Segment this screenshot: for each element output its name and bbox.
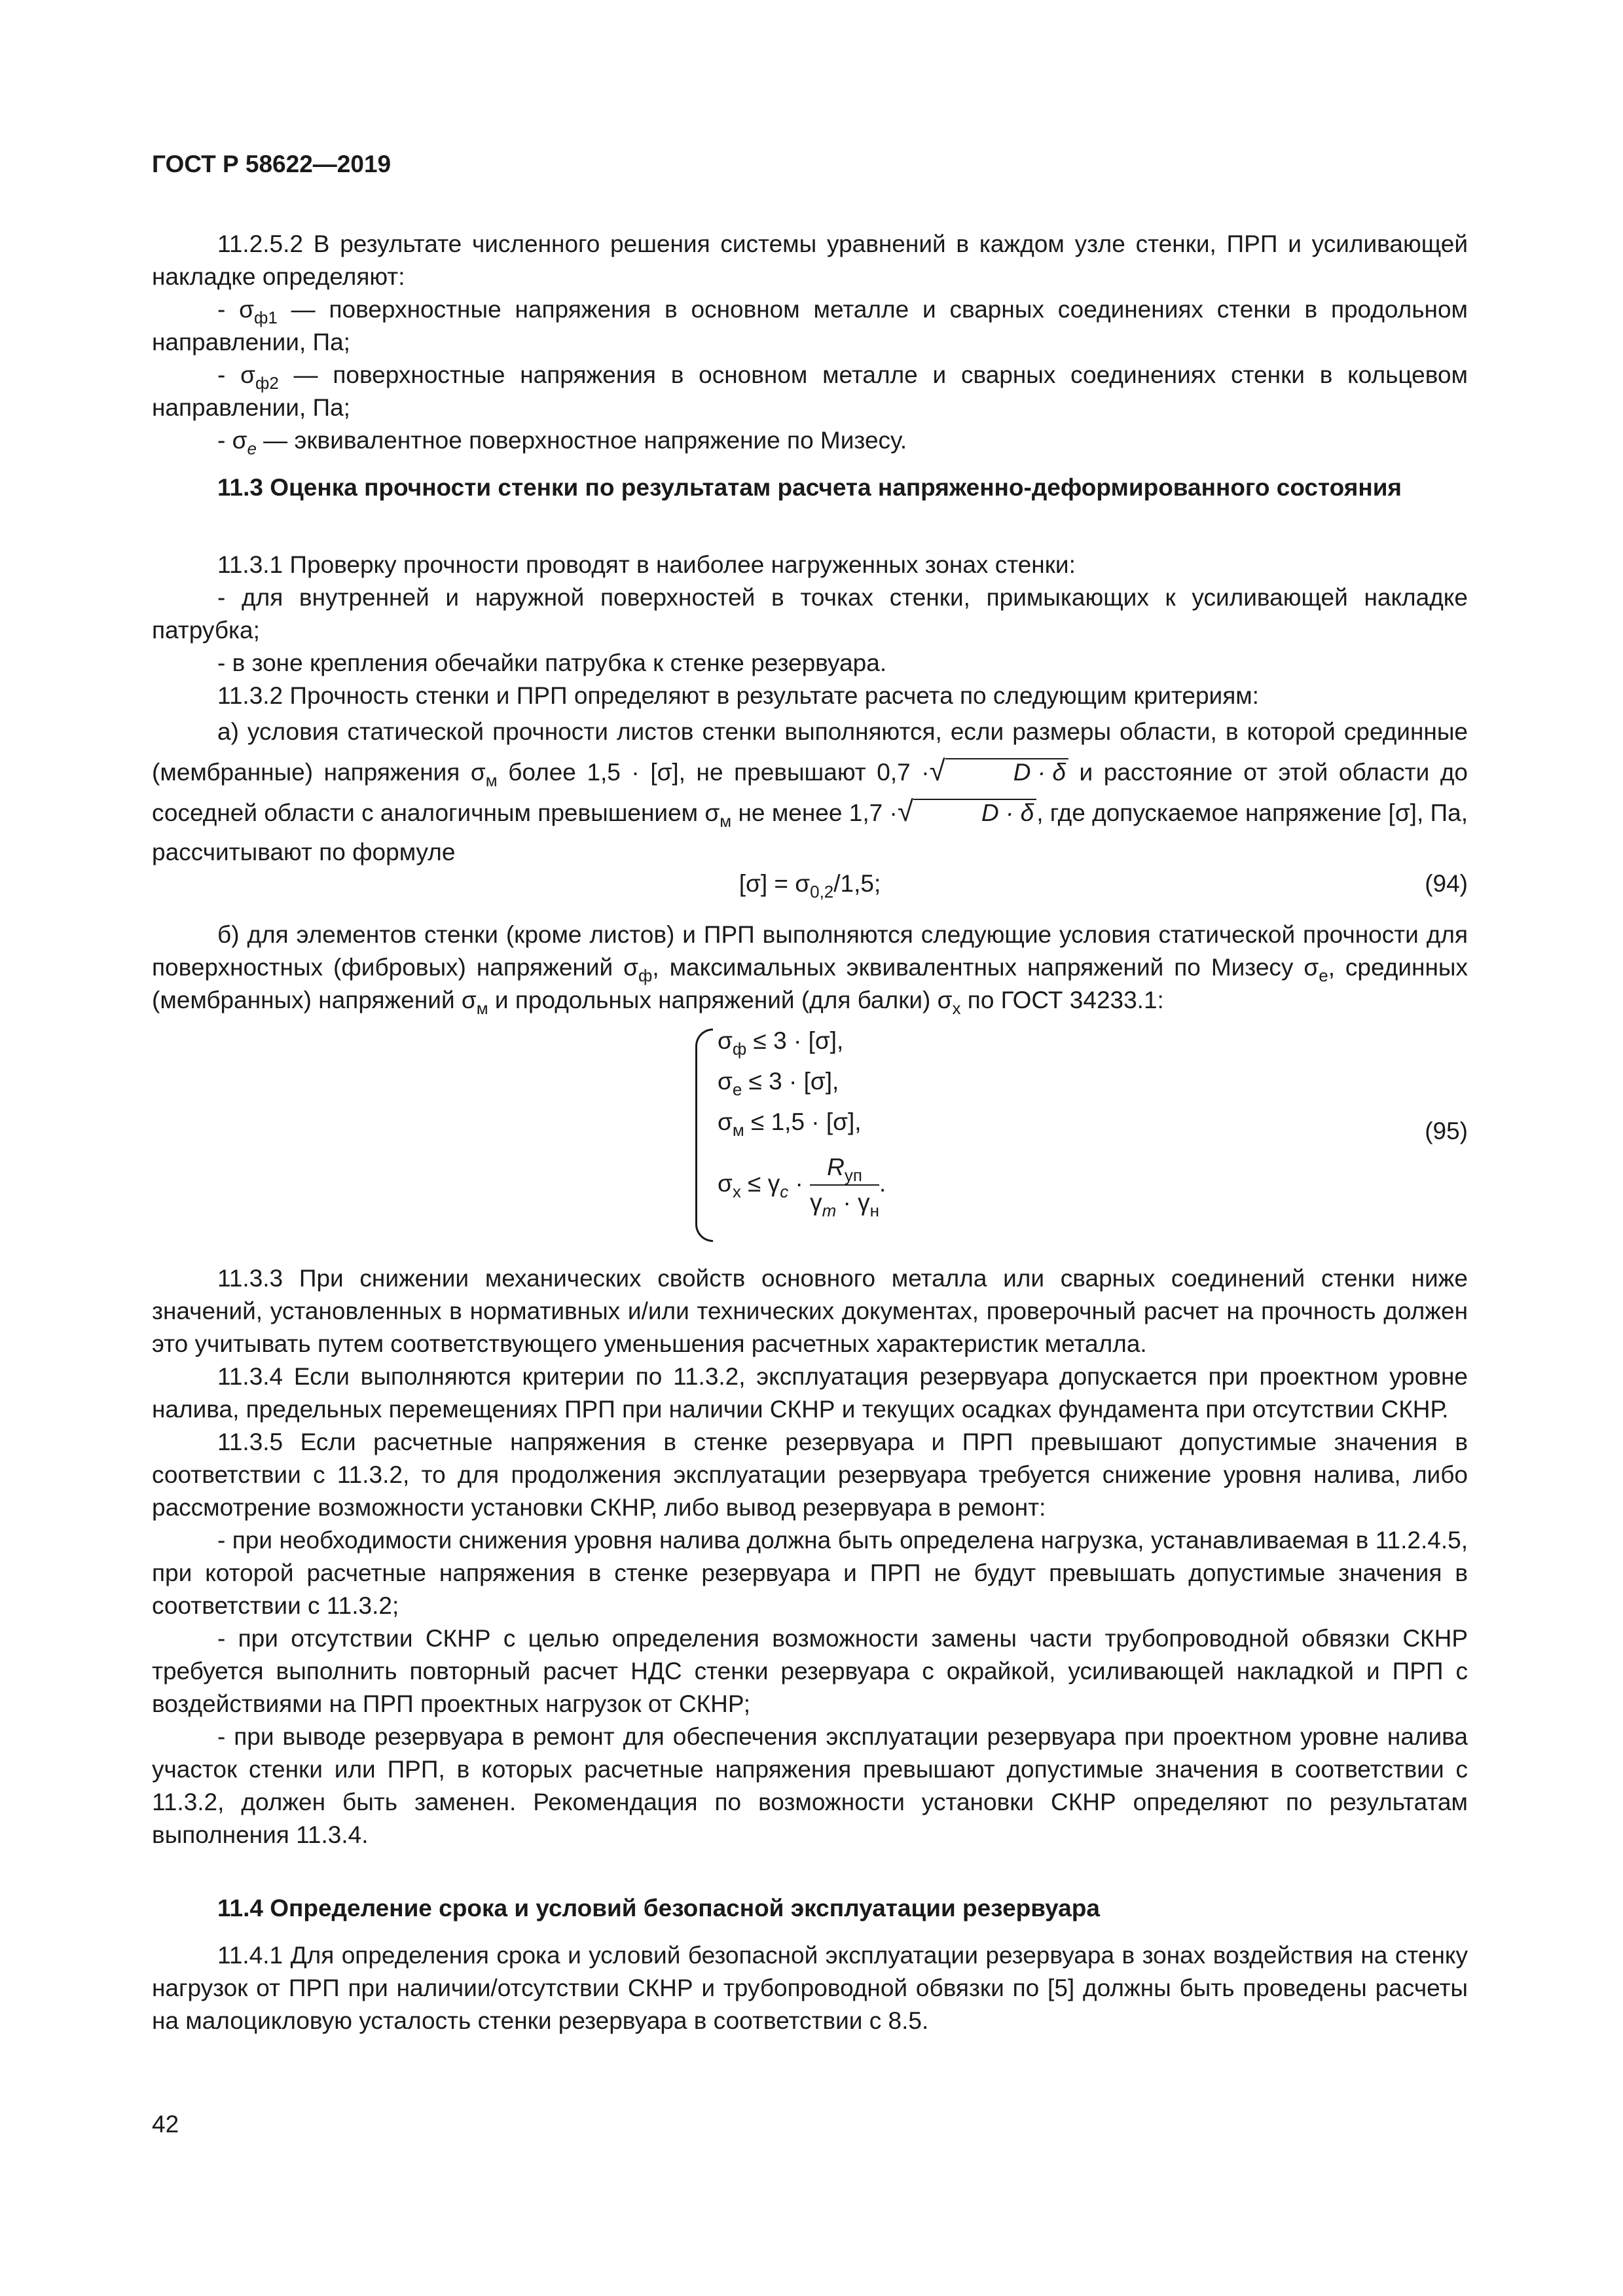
system-brace <box>695 1029 713 1242</box>
sqrt-d-delta: D · δ <box>945 758 1068 786</box>
section-heading-11-4: 11.4 Определение срока и условий безопасной эксплуатации резервуара <box>217 1895 1100 1922</box>
section-11-3 <box>152 471 1468 504</box>
paragraph-11-3-5: 11.3.5 Если расчетные напряжения в стенке резервуара и ПРП превышают допустимые значения в соответствии с 11.3.2, то для продолжения эксплуатации резервуара требуется снижение уровня налива, либо рассмотрение возможности установки СКНР, либо вывод резервуара в ремонт: <box>152 1429 1468 1521</box>
list-item: - при выводе резервуара в ремонт для обеспечения эксплуатации резервуара при проектном уровне налива участок стенки или ПРП, в которых расчетные напряжения превышают допустимые значения в соответствии с 11.3.2, должен быть заменен. Рекомендация по возможности установки СКНР определяют по результатам выполнения 11.3.4. <box>152 1723 1468 1848</box>
formula-94: $[\sigma] = \sigma_{0,2}/1,5$; <box>739 870 881 902</box>
list-item: - в зоне крепления обечайки патрубка к стенке резервуара. <box>217 649 887 676</box>
criterion-a: а) условия статической прочности листов стенки выполняются, если размеры области, в которой срединные (мембранные) напряжения $\sigma_м$ более 1,5 · [σ], не превышают 0,7 ·√ D · δ и расстояние от этой области до соседней области с аналогичным превышением $\sigma_м$ не менее 1,7 ·√ D · δ , где допускаемое напряжение [σ], Па, рассчитывают по формуле <box>152 718 1468 866</box>
text-block-11-4-1 <box>152 1939 1468 2037</box>
criterion-b: б) для элементов стенки (кроме листов) и ПРП выполняются следующие условия статической прочности для поверхностных (фибровых) напряжений $\sigma_ф$, максимальных эквивалентных напряжений по Мизесу $\sigma_е$, срединных (мембранных) напряжений $\sigma_м$ и продольных напряжений (для балки) $\sigma_x$ по ГОСТ 34233.1: <box>152 921 1468 1018</box>
section-11-4 <box>152 1892 1468 1925</box>
list-item-text: эквивалентное поверхностное напряжение по Мизесу. <box>294 427 907 454</box>
paragraph-11-2-5-2: 11.2.5.2 В результате численного решения системы уравнений в каждом узле стенки, ПРП и усиливающей накладке определяют: <box>152 230 1468 290</box>
condition-sigma-m: $\sigma_м \le 1,5 \cdot [\sigma]$, <box>718 1108 862 1140</box>
paragraph-11-3-3: 11.3.3 При снижении механических свойств основного металла или сварных соединений стенки ниже значений, установленных в нормативных и/или технических документах, проверочный расчет на прочность должен это учитывать путем соответствующего уменьшения расчетных характеристик металла. <box>152 1265 1468 1357</box>
condition-sigma-f: $\sigma_ф \le 3 \cdot [\sigma]$, <box>718 1027 844 1059</box>
fraction-r-over-gamma: $\frac{R_{уп}}{\gamma_m \cdot \gamma_н}$ <box>810 1150 879 1220</box>
condition-sigma-e: $\sigma_е \le 3 \cdot [\sigma]$, <box>718 1068 839 1099</box>
text-block-11-3-1 <box>152 549 1468 872</box>
equation-95 <box>152 1025 1468 1247</box>
text-block-criterion-b <box>152 919 1468 1017</box>
sqrt-d-delta: D · δ <box>913 799 1036 826</box>
paragraph-11-3-4: 11.3.4 Если выполняются критерии по 11.3.2, эксплуатация резервуара допускается при проектном уровне налива, предельных перемещениях ПРП при наличии СКНР и текущих осадках фундамента при отсутствии СКНР. <box>152 1363 1468 1423</box>
paragraph-11-4-1: 11.4.1 Для определения срока и условий безопасной эксплуатации резервуара в зонах воздействия на стенку нагрузок от ПРП при наличии/отсутствии СКНР и трубопроводной обвязки по [5] должны быть проведены расчеты на малоцикловую усталость стенки резервуара в соответствии с 8.5. <box>152 1942 1468 2034</box>
list-item: - при необходимости снижения уровня налива должна быть определена нагрузка, устанавливаемая в 11.2.4.5, при которой расчетные напряжения в стенке резервуара и ПРП не будут превышать допустимые значения в соответствии с 11.3.2; <box>152 1527 1468 1619</box>
equation-number-95: (95) <box>1425 1118 1468 1144</box>
list-item-text: поверхностные напряжения в основном металле и сварных соединениях стенки в кольцевом направлении, Па; <box>152 361 1468 421</box>
equation-number-94: (94) <box>1425 870 1468 897</box>
list-item-text: поверхностные напряжения в основном металле и сварных соединениях стенки в продольном направлении, Па; <box>152 296 1468 355</box>
condition-sigma-x: $\sigma_x \le \gamma_c$ · $\frac{R_{уп}}{\gamma_m \cdot \gamma_н}$ . <box>718 1150 886 1220</box>
coef-1-7: 1,7 · <box>848 799 898 826</box>
section-heading-11-3: 11.3 Оценка прочности стенки по результатам расчета напряженно-деформированного состояния <box>217 474 1402 501</box>
paragraph-11-3-1: 11.3.1 Проверку прочности проводят в наиболее нагруженных зонах стенки: <box>217 551 1076 578</box>
text-block-11-2-5-2 <box>152 228 1468 457</box>
equation-94 <box>152 867 1468 905</box>
standard-header: ГОСТ Р 58622—2019 <box>152 151 392 177</box>
paragraph-11-3-2: 11.3.2 Прочность стенки и ПРП определяют в результате расчета по следующим критериям: <box>217 682 1259 709</box>
coef-0-7: 0,7 · <box>877 759 930 786</box>
text-block-11-3-3 <box>152 1262 1468 1851</box>
list-item: - при отсутствии СКНР с целью определения возможности замены части трубопроводной обвязки СКНР требуется выполнить повторный расчет НДС стенки резервуара с окрайкой, усиливающей накладкой и ПРП с воздействиями на ПРП проектных нагрузок от СКНР; <box>152 1625 1468 1717</box>
page-number: 42 <box>152 2111 179 2138</box>
list-item-sigma-f2: - $\sigma_{ф2}$ — поверхностные напряжения в основном металле и сварных соединениях стенки в кольцевом направлении, Па; <box>152 361 1468 421</box>
list-item-sigma-f1: - $\sigma_{ф1}$ — поверхностные напряжения в основном металле и сварных соединениях стенки в продольном направлении, Па; <box>152 296 1468 355</box>
list-item-sigma-e: - $\sigma_e$ — эквивалентное поверхностное напряжение по Мизесу. <box>217 427 907 458</box>
list-item: - для внутренней и наружной поверхностей в точках стенки, примыкающих к усиливающей накладке патрубка; <box>152 584 1468 644</box>
